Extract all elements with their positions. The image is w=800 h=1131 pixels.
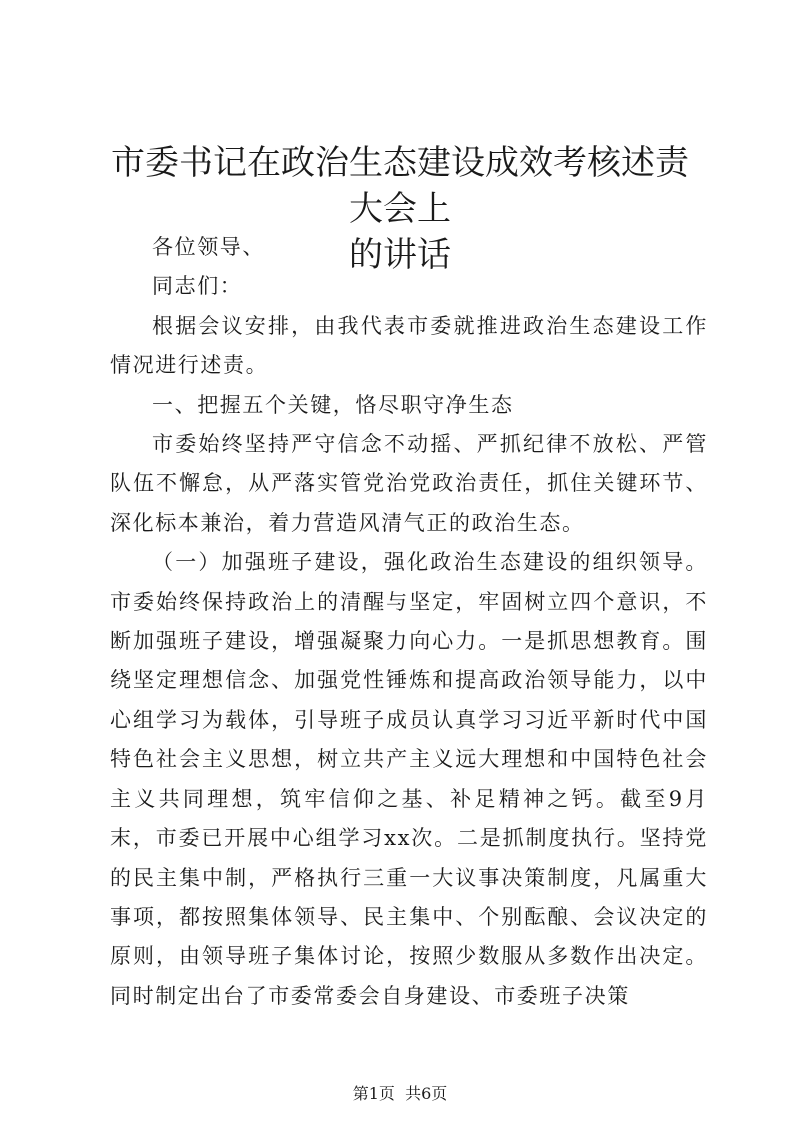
salutation-comrades: 同志们： [152, 274, 243, 299]
document-body [110, 228, 708, 1016]
page-footer [0, 1084, 800, 1104]
section-1-paragraph: 市委始终坚持严守信念不动摇、严抓纪律不放松、严管队伍不懈怠，从严落实管党治党政治责任，抓住关键环节、深化标本兼治，着力营造风清气正的政治生态。 [110, 432, 708, 535]
intro-paragraph: 根据会议安排，由我代表市委就推进政治生态建设工作情况进行述责。 [110, 313, 708, 378]
subsection-1-paragraph: （一）加强班子建设，强化政治生态建设的组织领导。市委始终保持政治上的清醒与坚定，牢固树立四个意识，不断加强班子建设，增强凝聚力向心力。一是抓思想教育。围绕坚定理想信念、加强党性锤炼和提高政治领导能力，以中心组学习为载体，引导班子成员认真学习习近平新时代中国特色社会主义思想，树立共产主义远大理想和中国特色社会主义共同理想，筑牢信仰之基、补足精神之钙。截至9月末，市委已开展中心组学习xx次。二是抓制度执行。坚持党的民主集中制，严格执行三重一大议事决策制度，凡属重大事项，都按照集体领导、民主集中、个别酝酿、会议决定的原则，由领导班子集体讨论，按照少数服从多数作出决定。同时制定出台了市委常委会自身建设、市委班子决策 [110, 550, 708, 1008]
title-line-2: 的讲话 [349, 235, 451, 275]
section-heading-1: 一、把握五个关键，恪尽职守净生态 [152, 392, 514, 417]
page-number: 第1页 共6页 [352, 1084, 448, 1103]
title-line-1: 市委书记在政治生态建设成效考核述责大会上 [111, 143, 689, 229]
salutation-leaders: 各位领导、 [152, 235, 265, 259]
